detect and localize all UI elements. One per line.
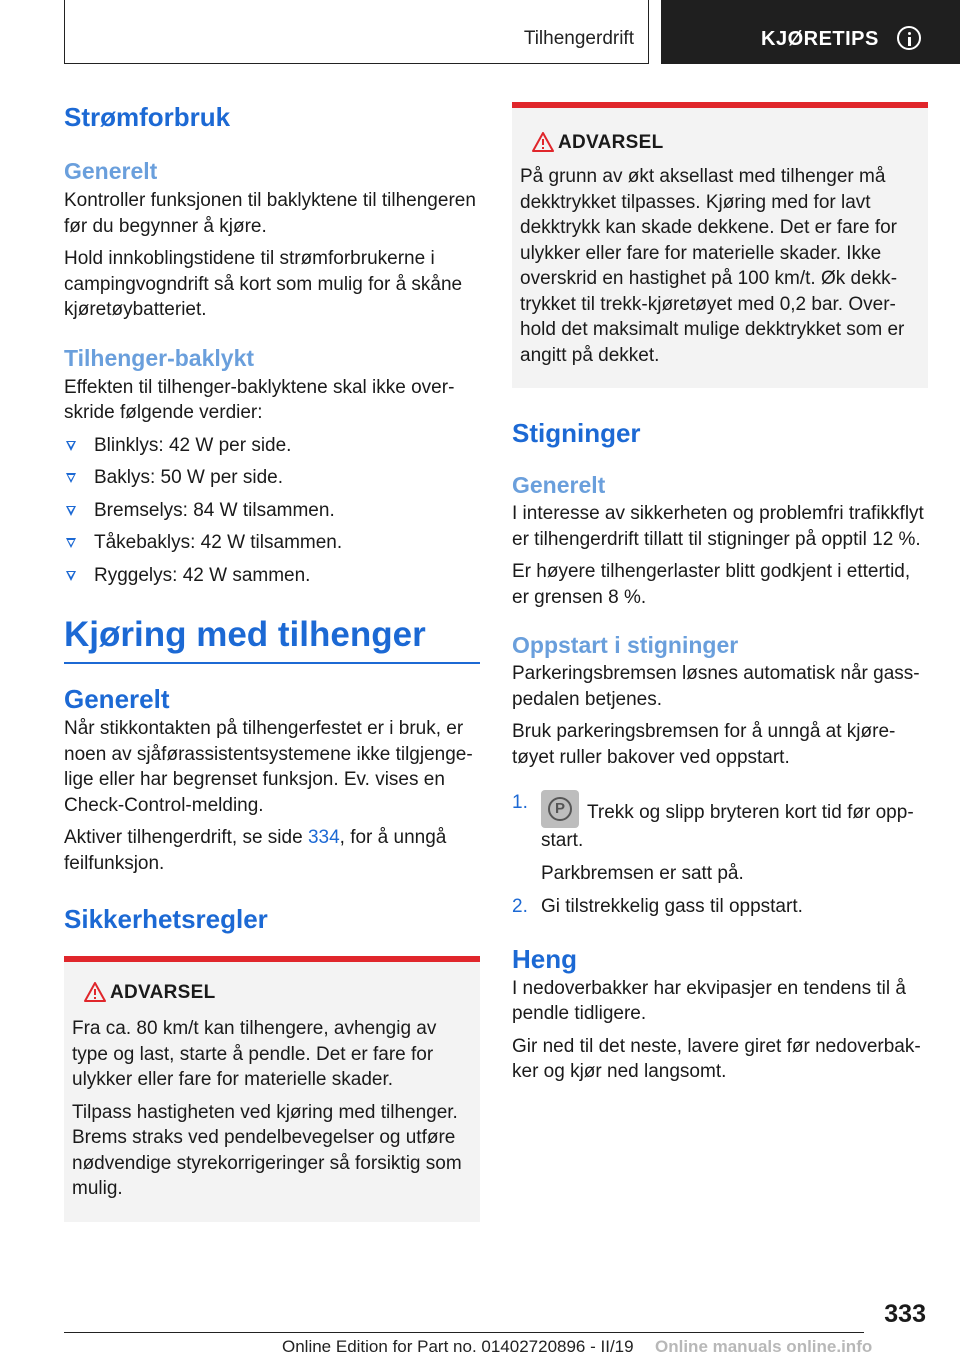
triangle-bullet-icon — [66, 441, 76, 451]
list-item: Blinklys: 42 W per side. — [64, 433, 480, 459]
inclines-paragraph-1: I interesse av sikkerheten og problemfri trafikkflyt er tilhengerdrift tillatt til stigninger på opptil 12 %. — [512, 503, 924, 550]
header-section-box — [64, 0, 649, 64]
slopes-paragraph-1: I nedoverbakker har ekvipasjer en tendens til å pendle tidligere. — [512, 977, 906, 1024]
inclines-heading: Stigninger — [512, 418, 641, 448]
hill-start-steps — [512, 790, 928, 920]
info-icon[interactable] — [897, 26, 921, 50]
list-item: Bremselys: 84 W tilsammen. — [64, 498, 480, 524]
list-item: Tåkebaklys: 42 W tilsammen. — [64, 530, 480, 556]
rear-light-list — [64, 433, 480, 589]
footer-divider — [64, 1332, 864, 1333]
step-result: Parkbremsen er satt på. — [541, 862, 744, 884]
warning-triangle-icon — [84, 982, 106, 1002]
power-consumption-heading: Strømforbruk — [64, 102, 231, 132]
rear-light-paragraph: Effekten til tilhenger-baklyktene skal ikke overskride følgende verdier: — [64, 376, 455, 423]
header-chapter-box — [661, 0, 960, 64]
list-item — [512, 894, 928, 920]
triangle-bullet-icon — [66, 506, 76, 516]
footer-edition: Online Edition for Part no. 01402720896 - II/19 — [282, 1337, 634, 1356]
parking-brake-button-icon: P — [541, 790, 579, 828]
power-general-paragraph-1: Kontroller funksjonen til baklyktene til tilhengeren før du begynner å kjøre. — [64, 190, 476, 237]
page-reference-link[interactable]: 334 — [307, 827, 340, 848]
slopes-paragraph-2: Gir ned til det neste, lavere giret før nedoverbakker og kjør ned langsomt. — [512, 1035, 921, 1082]
power-general-heading: Generelt — [64, 158, 158, 184]
hill-start-paragraph-2: Bruk parkeringsbremsen for å unngå at kjøretøyet ruller bakover ved oppstart. — [512, 721, 896, 768]
driving-heading-wrap — [64, 614, 480, 664]
right-column — [512, 102, 928, 1085]
page-number: 333 — [884, 1300, 926, 1328]
rear-light-heading: Tilhenger-baklykt — [64, 344, 255, 371]
driving-general-heading: Generelt — [64, 684, 170, 714]
driving-paragraph-1: Når stikkontakten på tilhengerfestet er i bruk, er noen av sjåførassistentsystemene ikke tilgjengelige eller har begrenset funksjon. Ev. vises en Check-Control-melding. — [64, 718, 473, 816]
warning-label: ADVARSEL — [558, 132, 664, 153]
warning-label: ADVARSEL — [110, 982, 216, 1003]
step-number: 2. — [512, 896, 528, 917]
slopes-heading: Heng — [512, 943, 577, 974]
sway-warning-box — [64, 956, 480, 1222]
list-item: Ryggelys: 42 W sammen. — [64, 563, 480, 589]
step-number: 1. — [512, 792, 528, 813]
tyre-pressure-warning-box — [512, 102, 928, 388]
inclines-general-heading: Generelt — [512, 472, 606, 498]
triangle-bullet-icon — [66, 538, 76, 548]
warning-triangle-icon — [532, 132, 554, 152]
header-chapter-title: KJØRETIPS — [761, 28, 879, 50]
warning-header — [72, 980, 472, 1006]
left-column — [64, 100, 480, 1222]
warning-paragraph: På grunn av økt aksellast med tilhenger må dekktrykket tilpasses. Kjøring med for lavt dekktrykk kan skade dekkene. Det er fare for ulykker eller fare for materielle skader. Ikke overskrid en hastighet på 100 km/t. Øk dekktrykket til trekk-kjøretøyet med 0,2 bar. Overhold det maksimalt mulige dekktrykket som er angitt på dekket. — [520, 166, 905, 366]
inclines-paragraph-2: Er høyere tilhengerlaster blitt godkjent i ettertid, er grensen 8 %. — [512, 561, 911, 608]
warning-paragraph-2: Tilpass hastigheten ved kjøring med tilhenger. Brems straks ved pendelbevegelser og utføre nødvendige styrekorrigeringer så forsiktig som mulig. — [72, 1101, 462, 1199]
header-section-title: Tilhengerdrift — [523, 28, 634, 49]
hill-start-heading: Oppstart i stigninger — [512, 632, 739, 658]
hill-start-paragraph-1: Parkeringsbremsen løsnes automatisk når gasspedalen betjenes. — [512, 663, 920, 710]
driving-paragraph-2: Aktiver tilhengerdrift, se side 334, for å unngå feilfunksjon. — [64, 827, 447, 874]
warning-paragraph-1: Fra ca. 80 km/t kan tilhengere, avhengig av type og last, starte å pendle. Det er fare for ulykker eller fare for materielle skader. — [72, 1018, 437, 1090]
step-text: Trekk og slipp bryteren kort tid før oppstart. — [541, 802, 914, 851]
driving-with-trailer-heading: Kjøring med tilhenger — [64, 615, 426, 654]
safety-rules-heading: Sikkerhetsregler — [64, 904, 268, 934]
footer-watermark: Online manuals online.info — [655, 1337, 873, 1356]
triangle-bullet-icon — [66, 473, 76, 483]
list-item — [512, 790, 928, 886]
step-text: Gi tilstrekkelig gass til oppstart. — [541, 896, 803, 917]
power-general-paragraph-2: Hold innkoblingstidene til strømforbrukerne i campingvogndrift så kort som mulig for å skåne kjøretøybatteriet. — [64, 248, 463, 320]
triangle-bullet-icon — [66, 571, 76, 581]
list-item: Baklys: 50 W per side. — [64, 465, 480, 491]
warning-header — [520, 130, 920, 156]
